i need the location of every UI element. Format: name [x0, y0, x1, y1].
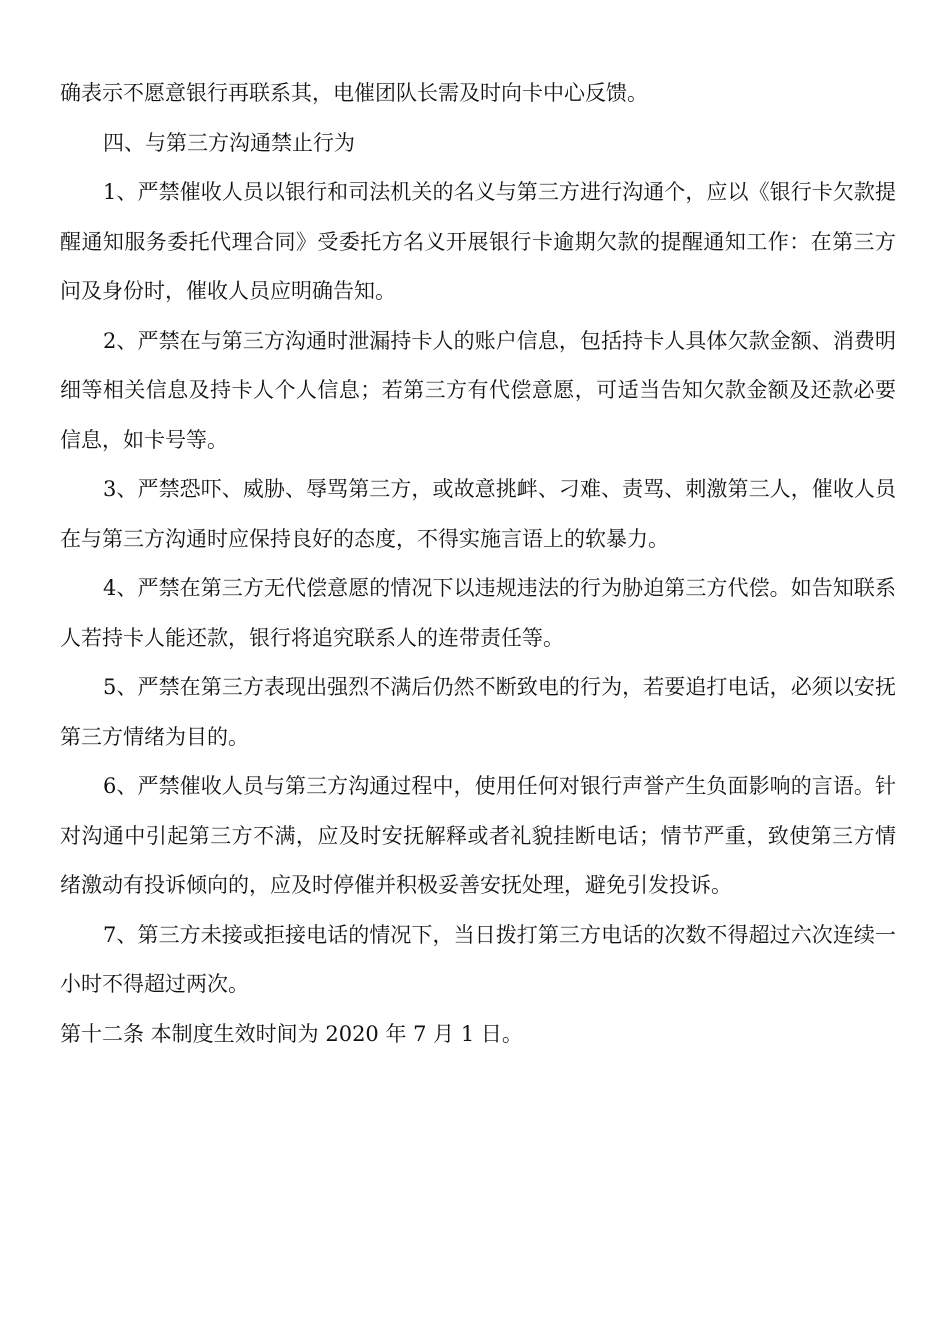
rule-item-7: 7、第三方未接或拒接电话的情况下，当日拨打第三方电话的次数不得超过六次连续一小时不得超过两次。: [60, 922, 896, 996]
rule-item-3: 3、严禁恐吓、威胁、辱骂第三方，或故意挑衅、刁难、责骂、刺激第三人，催收人员在与第三方沟通时应保持良好的态度，不得实施言语上的软暴力。: [60, 477, 896, 551]
section-heading: 四、与第三方沟通禁止行为: [103, 130, 355, 155]
rule-item-4: 4、严禁在第三方无代偿意愿的情况下以违规违法的行为胁迫第三方代偿。如告知联系人若持卡人能还款，银行将追究联系人的连带责任等。: [60, 576, 896, 650]
article-12: 第十二条 本制度生效时间为 2020 年 7 月 1 日。: [60, 1021, 523, 1046]
rule-item-1: 1、严禁催收人员以银行和司法机关的名义与第三方进行沟通个，应以《银行卡欠款提醒通知服务委托代理合同》受委托方名义开展银行卡逾期欠款的提醒通知工作：在第三方问及身份时，催收人员应明确告知。: [60, 180, 896, 303]
rule-item-6: 6、严禁催收人员与第三方沟通过程中，使用任何对银行声誉产生负面影响的言语。针对沟通中引起第三方不满，应及时安抚解释或者礼貌挂断电话；情节严重，致使第三方情绪激动有投诉倾向的，应及时停催并积极妥善安抚处理，避免引发投诉。: [60, 774, 896, 897]
document-body: [60, 69, 896, 1059]
rule-item-5: 5、严禁在第三方表现出强烈不满后仍然不断致电的行为，若要追打电话，必须以安抚第三方情绪为目的。: [60, 675, 896, 749]
rule-item-2: 2、严禁在与第三方沟通时泄漏持卡人的账户信息，包括持卡人具体欠款金额、消费明细等相关信息及持卡人个人信息；若第三方有代偿意愿，可适当告知欠款金额及还款必要信息，如卡号等。: [60, 328, 896, 452]
paragraph-continuation: 确表示不愿意银行再联系其，电催团队长需及时向卡中心反馈。: [60, 81, 648, 105]
